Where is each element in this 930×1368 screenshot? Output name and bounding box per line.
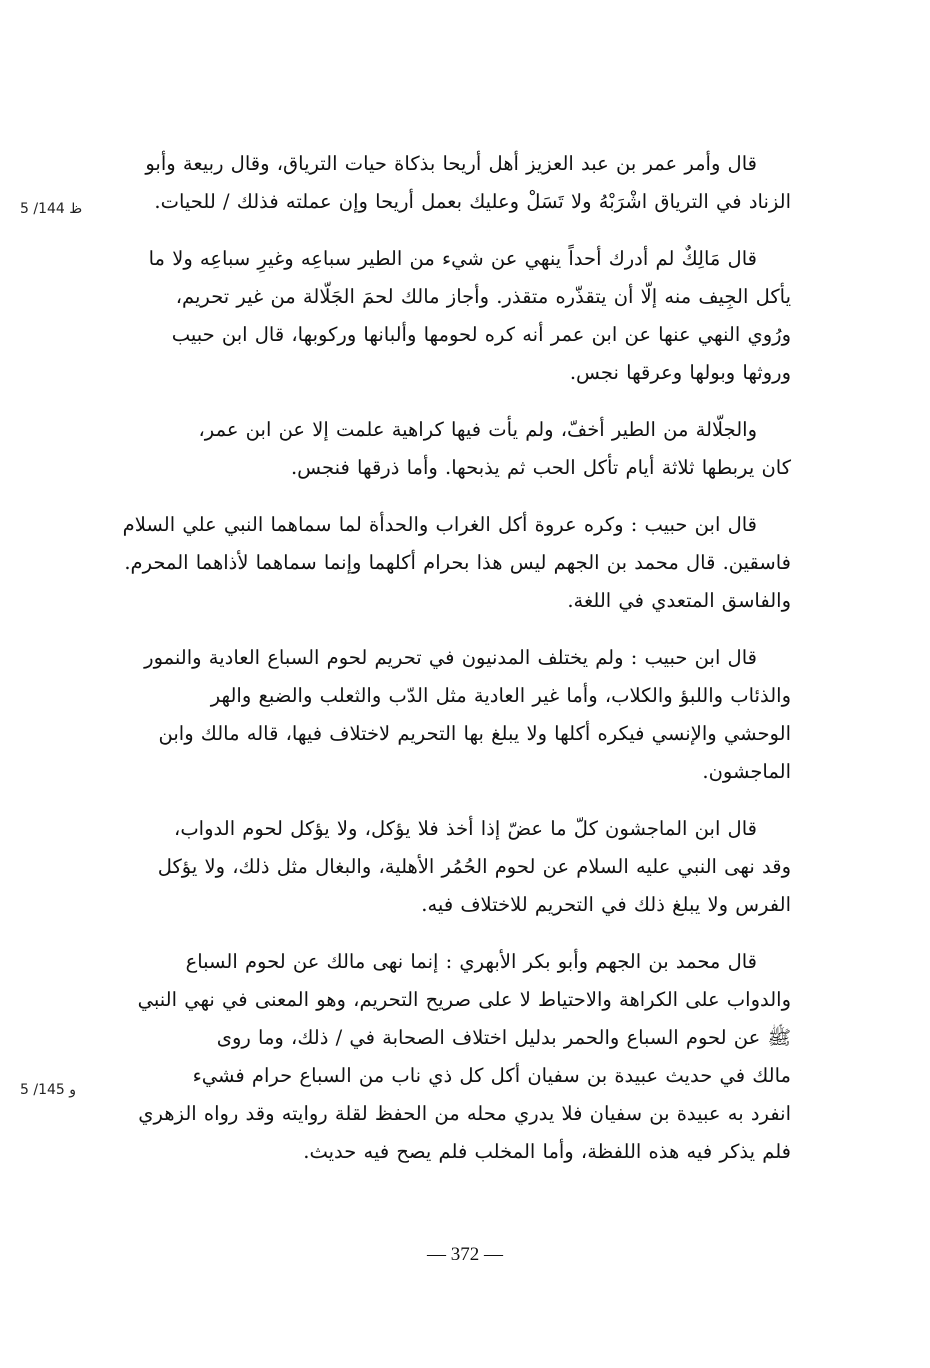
paragraph — [115, 145, 791, 221]
text-line: ورُوي النهي عنها عن ابن عمر أنه كره لحومها وألبانها وركوبها، قال ابن حبيب — [171, 323, 791, 346]
text-line: والجلّالة من الطير أخفّ، ولم يأت فيها كراهية علمت إلا عن ابن عمر، — [198, 418, 757, 441]
text-line: انفرد به عبيدة بن سفيان فلا يدري محله من الحفظ لقلة روايته وقد رواه الزهري — [138, 1102, 791, 1125]
text-line: كان يربطها ثلاثة أيام تأكل الحب ثم يذبحها. وأما ذرقها فنجس. — [290, 456, 791, 479]
margin-folio-note: 5 /144 ظ — [20, 201, 83, 217]
margin-folio-note: 5 /145 و — [20, 1082, 77, 1098]
text-line: الماجشون. — [702, 760, 791, 783]
paragraph — [115, 639, 791, 791]
paragraph — [115, 411, 791, 487]
text-line: الوحشي والإنسي فيكره أكلها ولا يبلغ بها التحريم لاختلاف فيها، قاله مالك وابن — [158, 722, 791, 745]
text-line: والفاسق المتعدي في اللغة. — [567, 589, 791, 612]
main-text — [115, 145, 791, 1190]
text-line: وقد نهى النبي عليه السلام عن لحوم الحُمُر الأهلية، والبغال مثل ذلك، ولا يؤكل — [157, 855, 791, 878]
paragraph — [115, 810, 791, 924]
text-line: يأكل الجِيف منه إلّا أن يتقذّره متقذر. وأجاز مالك لحمَ الجَلّالة من غير تحريم، — [175, 285, 791, 308]
text-line: فاسقين. قال محمد بن الجهم ليس هذا بحرام أكلهما وإنما سماهما لأذاهما المحرم. — [124, 551, 791, 574]
text-line: مالك في حديث عبيدة بن سفيان أكل كل ذي ناب من السباع حرام فشيء — [192, 1064, 791, 1087]
text-line: الزناد في الترياق اشْرَبْهُ ولا تَسَلْ وعليك بعمل أريحا وإن عملته فذلك / للحيات. — [154, 190, 791, 213]
text-line: قال وأمر عمر بن عبد العزيز أهل أريحا بذكاة حيات الترياق، وقال ربيعة وأبو — [145, 152, 757, 175]
text-line: قال مَالِكٌ لم أدرك أحداً ينهي عن شيء من الطير سباعِه وغيرِ سباعِه ولا ما — [148, 247, 757, 270]
text-line: ﷺ عن لحوم السباع والحمر بدليل اختلاف الصحابة في / ذلك، وما روى — [216, 1026, 791, 1049]
text-line: قال محمد بن الجهم وأبو بكر الأبهري : إنما نهى مالك عن لحوم السباع — [185, 950, 757, 973]
text-line: فلم يذكر فيه هذه اللفظة، وأما المخلب فلم يصح فيه حديث. — [303, 1140, 791, 1163]
paragraph — [115, 506, 791, 620]
text-line: والدواب على الكراهة والاحتياط لا على صريح التحريم، وهو المعنى في نهي النبي — [137, 988, 791, 1011]
paragraph — [115, 240, 791, 392]
text-line: قال ابن الماجشون كلّ ما عضّ إذا أخذ فلا يؤكل، ولا يؤكل لحوم الدواب، — [174, 817, 757, 840]
text-line: وروثها وبولها وعرقها نجس. — [569, 361, 791, 384]
text-line: قال ابن حبيب : وكره عروة أكل الغراب والحدأة لما سماهما النبي علي السلام — [122, 513, 757, 536]
text-line: والذئاب واللبؤ والكلاب، وأما غير العادية مثل الدّب والثعلب والضبع والهر — [210, 684, 791, 707]
text-line: الفرس ولا يبلغ ذلك في التحريم للاختلاف فيه. — [421, 893, 791, 916]
page-number: — 372 — — [427, 1244, 503, 1265]
paragraph — [115, 943, 791, 1171]
text-line: قال ابن حبيب : ولم يختلف المدنيون في تحريم لحوم السباع العادية والنمور — [144, 646, 757, 669]
